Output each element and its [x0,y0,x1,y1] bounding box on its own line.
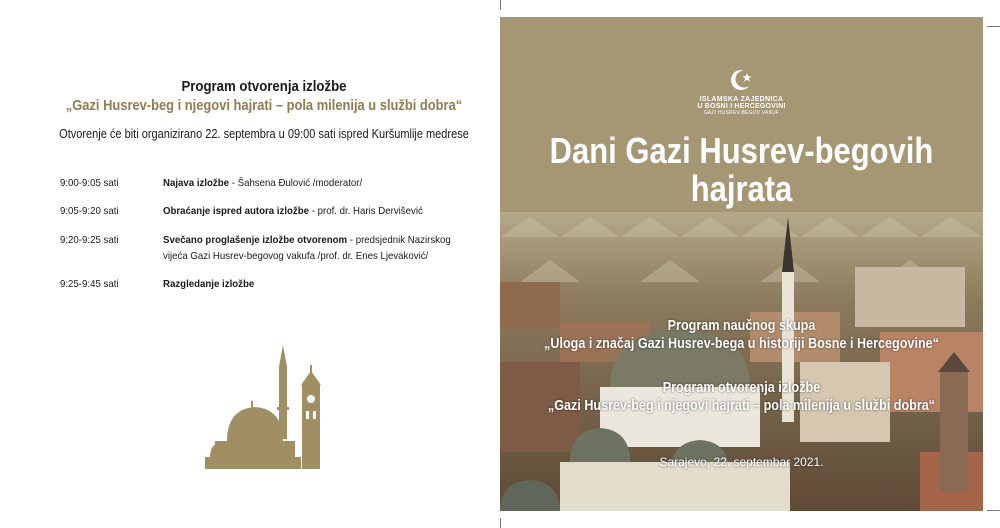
program-2-subtitle: „Gazi Husrev-beg i njegovi hajrati – pola milenija u službi dobra“ [547,397,936,414]
mosque-silhouette-icon [205,345,330,473]
logo [500,67,983,116]
schedule-time: 9:20-9:25 sati [60,234,119,246]
program-title: Program otvorenja izložbe [181,78,347,95]
schedule-row [60,175,480,191]
program-1-subtitle: „Uloga i značaj Gazi Husrev-bega u historiji Bosne i Hercegovine“ [544,335,939,352]
schedule-desc [163,175,455,191]
cover-date: Sarajevo, 22. septembar 2021. [659,455,824,469]
schedule-time: 9:05-9:20 sati [60,205,119,217]
schedule-row [60,276,480,292]
crop-mark [500,518,501,528]
schedule-item-bold: Najava izložbe [163,177,230,189]
cover-title [534,132,949,208]
program-2-title: Program otvorenja izložbe [662,379,821,396]
schedule-item-bold: Obraćanje ispred autora izložbe [163,205,310,217]
schedule-item-bold: Razgledanje izložbe [163,278,255,290]
schedule-desc [163,203,455,219]
schedule-time: 9:00-9:05 sati [60,177,119,189]
schedule-time: 9:25-9:45 sati [60,278,119,290]
schedule-desc [163,276,455,292]
program-1-title: Program naučnog skupa [667,317,816,334]
cover-title-line-2: hajrata [690,168,793,209]
opening-note: Otvorenje će biti organizirano 22. septembra u 09:00 sati ispred Kuršumlije medrese [59,127,469,141]
logo-line-1: ISLAMSKA ZAJEDNICA [699,96,784,103]
crop-mark [987,510,1000,511]
schedule-item-text: - Šahsena Đulović /moderator/ [229,177,363,189]
crop-mark [987,26,1000,27]
exhibition-subtitle: „Gazi Husrev-beg i njegovi hajrati – pola milenija u službi dobra“ [65,97,463,114]
schedule-desc [163,232,455,264]
schedule-row [60,203,480,219]
crescent-star-icon [729,67,755,93]
cover-panel [500,17,983,511]
schedule-item-bold: Svečano proglašenje izložbe otvorenom [163,234,348,246]
schedule-item-text: - predsjednik Nazirskog vijeća Gazi Husrev-begovog vakufa /prof. dr. Enes Ljevaković/ [163,234,451,262]
schedule-row [60,232,480,264]
crop-mark [500,0,501,10]
schedule-item-text: - prof. dr. Haris Dervišević [309,205,423,217]
cover-title-line-1: Dani Gazi Husrev-begovih [549,130,934,171]
logo-line-2: U BOSNI I HERCEGOVINI [697,103,786,110]
logo-line-3: GAZI HUSREV-BEGOV VAKUF [703,110,780,116]
